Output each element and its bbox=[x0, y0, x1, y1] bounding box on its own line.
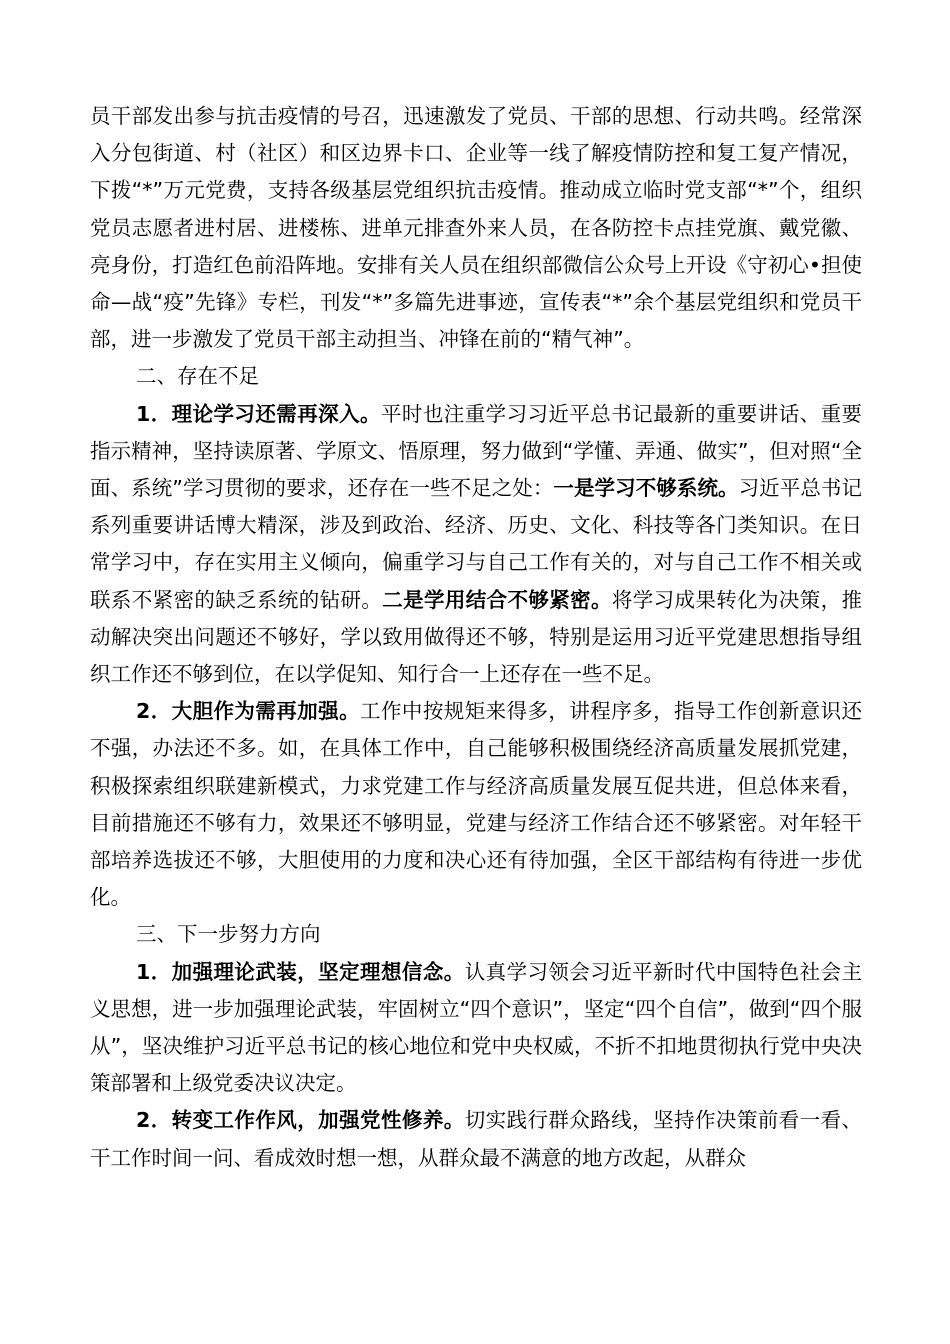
text-run: 认真学习领会习近平新时代中国特色社会主义思想，进一步加强理论武装，牢固树立“四个意识”，坚定“四个自信”，做到“四个服从”，坚决维护习近平总书记的核心地位和党中央权威，不折不扣地贯彻执行党中央决策部署和上级党委决议决定。 bbox=[90, 959, 863, 1096]
text-run: 工作中按规矩来得多，讲程序多，指导工作创新意识还不强，办法还不多。如，在具体工作中，自己能够积极围绕经济高质量发展抓党建，积极探索组织联建新模式，力求党建工作与经济高质量发展互促共进，但总体来看，目前措施还不够有力，效果还不够明显，党建与经济工作结合还不够紧密。对年轻干部培养选拔还不够，大胆使用的力度和决心还有待加强，全区干部结构有待进一步优化。 bbox=[90, 699, 862, 910]
item-title: 2．大胆作为需再加强。 bbox=[136, 699, 361, 724]
heading-text: 三、下一步努力方向 bbox=[136, 922, 321, 947]
sub-point-title: 一是学习不够系统。 bbox=[553, 476, 739, 501]
item-title: 1．理论学习还需再深入。 bbox=[136, 401, 381, 426]
section-heading-next-steps bbox=[90, 916, 862, 953]
text-run: 员干部发出参与抗击疫情的号召，迅速激发了党员、干部的思想、行动共鸣。经常深入分包街道、村（社区）和区边界卡口、企业等一线了解疫情防控和复工复产情况，下拨“*”万元党费，支持各级基层党组织抗击疫情。推动成立临时党支部“*”个，组织党员志愿者进村居、进楼栋、进单元排查外来人员，在各防控卡点挂党旗、戴党徽、亮身份，打造红色前沿阵地。安排有关人员在组织部微信公众号上开设《守初心•担使命—战“疫”先锋》专栏，刊发“*”多篇先进事迹，宣传表“*”余个基层党组织和党员干部，进一步激发了党员干部主动担当、冲锋在前的“精气神”。 bbox=[90, 104, 862, 352]
text-run: 习近平总书记系列重要讲话博大精深，涉及到政治、经济、历史、文化、科技等各门类知识。在日常学习中，存在实用主义倾向，偏重学习与自己工作有关的，对与自己工作不相关或联系不紧密的缺乏系统的钻研。 bbox=[90, 476, 862, 612]
section-heading-shortcomings bbox=[90, 358, 862, 395]
item-title: 2．转变工作作风，加强党性修养。 bbox=[136, 1108, 465, 1133]
paragraph-theory-armament bbox=[90, 954, 862, 1103]
paragraph-bold-action bbox=[90, 693, 862, 916]
sub-point-title: 二是学用结合不够紧密。 bbox=[382, 587, 612, 612]
document-body bbox=[90, 98, 862, 1177]
paragraph-work-style bbox=[90, 1102, 862, 1176]
text-run: 将学习成果转化为决策，推动解决突出问题还不够好，学以致用做得还不够，特别是运用习近平党建思想指导组织工作还不够到位，在以学促知、知行合一上还存在一些不足。 bbox=[90, 587, 862, 687]
text-run: 切实践行群众路线，坚持作决策前看一看、干工作时间一问、看成效时想一想，从群众最不满意的地方改起，从群众 bbox=[90, 1108, 863, 1170]
text-run: 平时也注重学习习近平总书记最新的重要讲话、重要指示精神，坚持读原著、学原文、悟原理，努力做到“学懂、弄通、做实”，但对照“全面、系统”学习贯彻的要求，还存在一些不足之处： bbox=[90, 401, 863, 501]
paragraph-theory-study bbox=[90, 396, 862, 694]
item-title: 1．加强理论武装，坚定理想信念。 bbox=[136, 959, 465, 984]
heading-text: 二、存在不足 bbox=[136, 364, 259, 389]
paragraph-party-epidemic-response bbox=[90, 98, 862, 358]
